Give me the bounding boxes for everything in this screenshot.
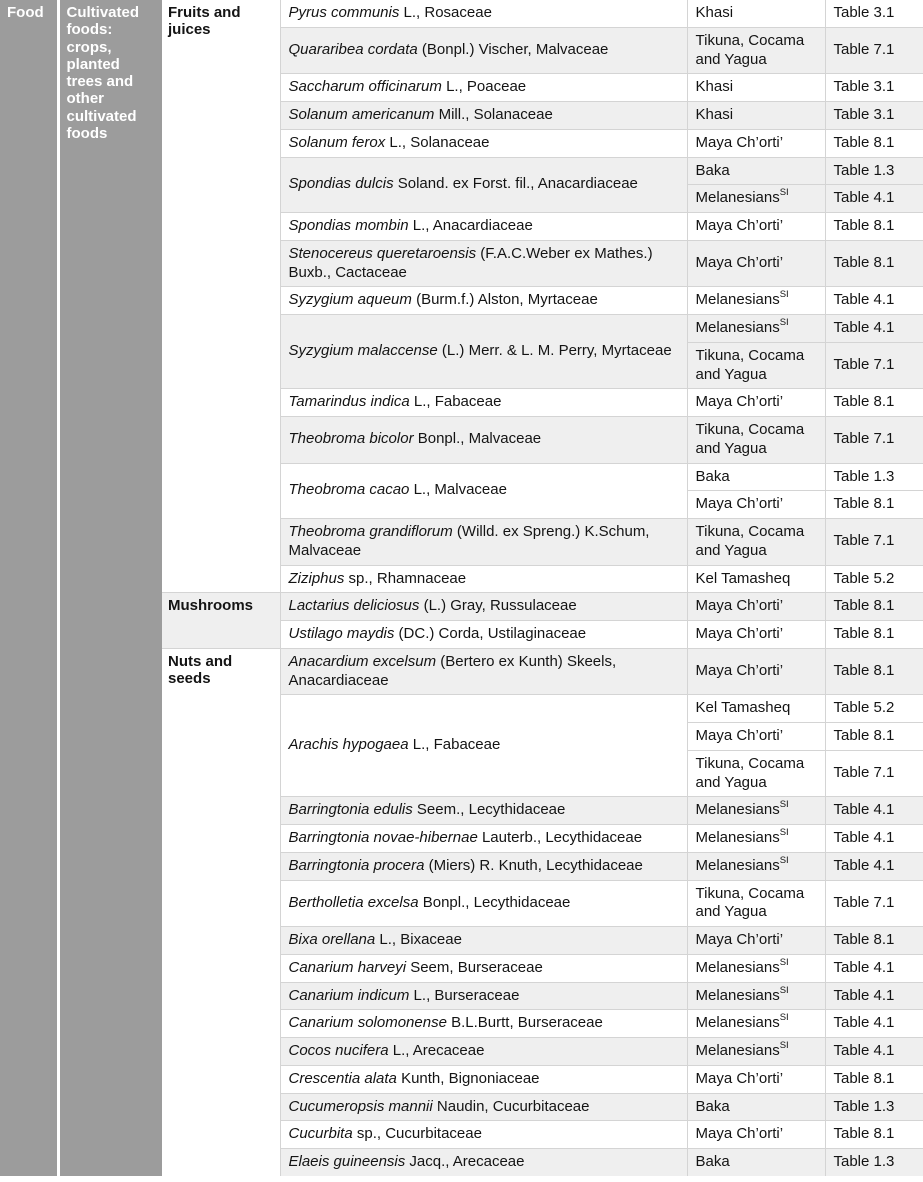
- people-cell: [687, 880, 825, 927]
- table-ref-cell: Table 4.1: [825, 852, 923, 880]
- table-ref-cell: Table 4.1: [825, 825, 923, 853]
- species-authority: Soland. ex Forst. fil., Anacardiaceae: [393, 175, 638, 193]
- species-cell: [280, 648, 687, 695]
- people-cell: [687, 491, 825, 519]
- species-latin-name: Bixa orellana: [288, 931, 376, 948]
- species-authority: L., Burseraceae: [409, 986, 520, 1004]
- species-cell: [280, 565, 687, 593]
- people-cell: [687, 519, 825, 566]
- people-cell: [687, 1121, 825, 1149]
- people-name: Melanesians: [695, 189, 780, 207]
- species-cell: [280, 852, 687, 880]
- people-name: Tikuna, Cocama and Yagua: [695, 421, 805, 457]
- people-name: Baka: [695, 467, 730, 485]
- species-cell: [280, 954, 687, 982]
- species-authority: Naudin, Cucurbitaceae: [432, 1097, 590, 1115]
- table-ref-cell: Table 8.1: [825, 723, 923, 751]
- species-latin-name: Barringtonia procera: [288, 856, 425, 874]
- table-ref-cell: Table 4.1: [825, 315, 923, 343]
- species-cell: [280, 621, 687, 649]
- table-ref-cell: Table 7.1: [825, 750, 923, 797]
- species-cell: [280, 797, 687, 825]
- species-latin-name: Barringtonia novae-hibernae: [288, 829, 478, 846]
- species-authority: Bonpl., Lecythidaceae: [418, 893, 571, 911]
- species-latin-name: Solanum americanum: [288, 106, 435, 123]
- species-cell: [280, 1065, 687, 1093]
- table-ref-cell: Table 4.1: [825, 954, 923, 982]
- category-cell: Fruits and juices: [162, 0, 280, 593]
- people-cell: [687, 287, 825, 315]
- species-authority: Seem., Lecythidaceae: [412, 801, 566, 819]
- people-cell: [687, 695, 825, 723]
- table-ref-cell: Table 8.1: [825, 1065, 923, 1093]
- people-superscript: SI: [779, 799, 789, 811]
- species-cell: [280, 1010, 687, 1038]
- table-ref-cell: Table 7.1: [825, 27, 923, 74]
- table-ref-cell: Table 8.1: [825, 621, 923, 649]
- species-latin-name: Theobroma bicolor: [288, 430, 414, 448]
- species-latin-name: Ziziphus: [288, 569, 345, 587]
- species-authority: L., Malvaceae: [409, 481, 507, 499]
- species-latin-name: Ustilago maydis: [288, 625, 395, 642]
- species-latin-name: Anacardium excelsum: [288, 652, 437, 670]
- people-name: Melanesians: [695, 856, 780, 874]
- species-cell: [280, 593, 687, 621]
- people-cell: [687, 723, 825, 751]
- table-ref-cell: Table 8.1: [825, 389, 923, 417]
- people-name: Khasi: [695, 106, 734, 123]
- people-cell: [687, 1038, 825, 1066]
- table-ref-cell: Table 1.3: [825, 157, 923, 185]
- species-authority: Lauterb., Lecythidaceae: [477, 829, 643, 846]
- species-authority: (Burm.f.) Alston, Myrtaceae: [411, 291, 598, 309]
- people-name: Maya Ch’orti’: [695, 217, 784, 234]
- table-ref-cell: Table 8.1: [825, 240, 923, 287]
- people-cell: [687, 1065, 825, 1093]
- species-authority: (DC.) Corda, Ustilaginaceae: [394, 625, 587, 642]
- species-cell: [280, 982, 687, 1010]
- species-cell: [280, 240, 687, 287]
- species-latin-name: Crescentia alata: [288, 1069, 397, 1087]
- people-name: Maya Ch’orti’: [695, 597, 784, 615]
- people-name: Melanesians: [695, 801, 780, 819]
- people-cell: [687, 852, 825, 880]
- table-ref-cell: Table 7.1: [825, 880, 923, 927]
- species-latin-name: Bertholletia excelsa: [288, 893, 419, 911]
- table-ref-cell: Table 1.3: [825, 1093, 923, 1121]
- people-name: Melanesians: [695, 1014, 780, 1032]
- species-authority: Kunth, Bignoniaceae: [396, 1069, 540, 1087]
- species-authority: L., Bixaceae: [375, 931, 462, 948]
- people-cell: [687, 797, 825, 825]
- people-cell: [687, 157, 825, 185]
- people-cell: [687, 621, 825, 649]
- people-name: Maya Ch’orti’: [695, 727, 784, 744]
- people-superscript: SI: [779, 1012, 789, 1024]
- species-latin-name: Saccharum officinarum: [288, 78, 442, 96]
- people-cell: [687, 1010, 825, 1038]
- people-name: Melanesians: [695, 958, 780, 976]
- species-authority: L., Anacardiaceae: [408, 217, 533, 234]
- species-latin-name: Theobroma grandiflorum: [288, 523, 453, 540]
- people-cell: [687, 648, 825, 695]
- species-authority: (Miers) R. Knuth, Lecythidaceae: [424, 856, 643, 874]
- table-ref-cell: Table 8.1: [825, 648, 923, 695]
- people-name: Tikuna, Cocama and Yagua: [695, 523, 805, 559]
- table-ref-cell: Table 4.1: [825, 1010, 923, 1038]
- species-cell: [280, 0, 687, 27]
- species-cell: [280, 1149, 687, 1176]
- species-latin-name: Quararibea cordata: [288, 41, 418, 59]
- species-latin-name: Elaeis guineensis: [288, 1153, 406, 1170]
- people-name: Kel Tamasheq: [695, 699, 791, 717]
- table-ref-cell: Table 7.1: [825, 342, 923, 389]
- species-cell: [280, 1093, 687, 1121]
- table-ref-cell: Table 3.1: [825, 0, 923, 27]
- people-superscript: SI: [779, 854, 789, 866]
- people-name: Kel Tamasheq: [695, 569, 791, 587]
- people-cell: [687, 417, 825, 464]
- table-ref-cell: Table 8.1: [825, 491, 923, 519]
- species-authority: L., Rosaceae: [399, 4, 492, 21]
- species-authority: (Bonpl.) Vischer, Malvaceae: [417, 41, 609, 59]
- food-header-cell: Food: [0, 0, 58, 1176]
- species-authority: Jacq., Arecaceae: [405, 1153, 525, 1170]
- people-name: Tikuna, Cocama and Yagua: [695, 884, 805, 921]
- people-cell: [687, 389, 825, 417]
- people-name: Tikuna, Cocama and Yagua: [695, 31, 805, 68]
- species-authority: Mill., Solanaceae: [434, 106, 553, 123]
- table-ref-cell: Table 8.1: [825, 927, 923, 955]
- species-authority: Bonpl., Malvaceae: [413, 430, 542, 448]
- species-latin-name: Canarium solomonense: [288, 1014, 447, 1032]
- species-authority: Seem, Burseraceae: [406, 958, 543, 976]
- species-cell: [280, 389, 687, 417]
- species-latin-name: Stenocereus queretaroensis: [288, 244, 477, 262]
- species-latin-name: Arachis hypogaea: [288, 736, 409, 754]
- people-cell: [687, 982, 825, 1010]
- species-cell: [280, 927, 687, 955]
- people-name: Melanesians: [695, 319, 780, 336]
- species-authority: (L.) Gray, Russulaceae: [419, 597, 577, 615]
- people-cell: [687, 0, 825, 27]
- species-cell: [280, 695, 687, 797]
- people-superscript: SI: [779, 289, 789, 301]
- people-name: Maya Ch’orti’: [695, 133, 784, 151]
- species-authority: L., Fabaceae: [408, 736, 501, 754]
- table-ref-cell: Table 5.2: [825, 695, 923, 723]
- species-authority: L., Fabaceae: [409, 393, 502, 411]
- people-cell: [687, 74, 825, 102]
- species-cell: [280, 213, 687, 241]
- species-latin-name: Barringtonia edulis: [288, 801, 413, 819]
- species-latin-name: Cocos nucifera: [288, 1042, 389, 1059]
- species-authority: L., Solanaceae: [385, 133, 490, 151]
- table-ref-cell: Table 4.1: [825, 287, 923, 315]
- species-latin-name: Cucurbita: [288, 1125, 353, 1143]
- people-name: Baka: [695, 1153, 730, 1170]
- people-name: Melanesians: [695, 1042, 780, 1059]
- species-latin-name: Tamarindus indica: [288, 393, 410, 411]
- table-ref-cell: Table 3.1: [825, 74, 923, 102]
- people-superscript: SI: [779, 317, 789, 328]
- species-authority: sp., Rhamnaceae: [344, 569, 467, 587]
- people-cell: [687, 129, 825, 157]
- group-header-cell: Cultivated foods: crops, planted trees and other cultivated foods: [58, 0, 162, 1176]
- people-name: Maya Ch’orti’: [695, 495, 784, 513]
- species-latin-name: Spondias mombin: [288, 217, 409, 234]
- people-superscript: SI: [779, 1040, 789, 1051]
- species-latin-name: Pyrus communis: [288, 4, 400, 21]
- table-ref-cell: Table 4.1: [825, 797, 923, 825]
- species-cell: [280, 157, 687, 213]
- species-authority: L., Poaceae: [441, 78, 527, 96]
- people-name: Melanesians: [695, 986, 780, 1004]
- species-authority: (Willd. ex Spreng.) K.Schum, Malvaceae: [288, 523, 650, 559]
- people-name: Tikuna, Cocama and Yagua: [695, 754, 805, 791]
- species-latin-name: Syzygium aqueum: [288, 291, 412, 309]
- people-cell: [687, 954, 825, 982]
- species-cell: [280, 1038, 687, 1066]
- people-name: Maya Ch’orti’: [695, 662, 784, 680]
- species-cell: [280, 27, 687, 74]
- species-latin-name: Solanum ferox: [288, 133, 386, 151]
- table-ref-cell: Table 8.1: [825, 213, 923, 241]
- people-superscript: SI: [779, 984, 789, 996]
- species-latin-name: Syzygium malaccense: [288, 342, 438, 360]
- people-superscript: SI: [779, 827, 789, 838]
- people-name: Baka: [695, 161, 730, 179]
- people-cell: [687, 342, 825, 389]
- people-name: Khasi: [695, 78, 734, 96]
- table-ref-cell: Table 8.1: [825, 129, 923, 157]
- people-name: Maya Ch’orti’: [695, 1125, 784, 1143]
- species-latin-name: Canarium indicum: [288, 986, 410, 1004]
- table-ref-cell: Table 1.3: [825, 1149, 923, 1176]
- people-cell: [687, 463, 825, 491]
- species-authority: L., Arecaceae: [388, 1042, 485, 1059]
- people-name: Melanesians: [695, 829, 780, 846]
- species-cell: [280, 825, 687, 853]
- people-cell: [687, 27, 825, 74]
- people-cell: [687, 565, 825, 593]
- people-cell: [687, 1149, 825, 1176]
- people-superscript: SI: [779, 187, 789, 199]
- table-ref-cell: Table 7.1: [825, 417, 923, 464]
- people-cell: [687, 240, 825, 287]
- people-name: Maya Ch’orti’: [695, 254, 784, 272]
- species-cell: [280, 519, 687, 566]
- people-superscript: SI: [779, 956, 789, 968]
- people-name: Tikuna, Cocama and Yagua: [695, 346, 805, 383]
- species-latin-name: Cucumeropsis mannii: [288, 1097, 433, 1115]
- table-row: [0, 0, 923, 27]
- table-ref-cell: Table 7.1: [825, 519, 923, 566]
- people-name: Maya Ch’orti’: [695, 393, 784, 411]
- people-name: Maya Ch’orti’: [695, 625, 784, 642]
- table-ref-cell: Table 4.1: [825, 185, 923, 213]
- species-authority: (Bertero ex Kunth) Skeels, Anacardiaceae: [288, 652, 617, 689]
- species-cell: [280, 129, 687, 157]
- species-cell: [280, 315, 687, 389]
- species-cell: [280, 417, 687, 464]
- species-authority: B.L.Burtt, Burseraceae: [446, 1014, 603, 1032]
- category-cell: Nuts and seeds: [162, 648, 280, 1176]
- people-name: Khasi: [695, 4, 734, 21]
- species-cell: [280, 463, 687, 519]
- species-cell: [280, 74, 687, 102]
- table-ref-cell: Table 4.1: [825, 1038, 923, 1066]
- species-cell: [280, 1121, 687, 1149]
- table-ref-cell: Table 8.1: [825, 1121, 923, 1149]
- table-ref-cell: Table 4.1: [825, 982, 923, 1010]
- species-cell: [280, 880, 687, 927]
- people-cell: [687, 750, 825, 797]
- people-cell: [687, 593, 825, 621]
- table-ref-cell: Table 1.3: [825, 463, 923, 491]
- people-name: Maya Ch’orti’: [695, 931, 784, 948]
- species-latin-name: Theobroma cacao: [288, 481, 410, 499]
- people-cell: [687, 315, 825, 343]
- species-authority: sp., Cucurbitaceae: [352, 1125, 482, 1143]
- table-ref-cell: Table 3.1: [825, 102, 923, 130]
- people-cell: [687, 825, 825, 853]
- category-cell: Mushrooms: [162, 593, 280, 649]
- people-name: Maya Ch’orti’: [695, 1069, 784, 1087]
- people-cell: [687, 1093, 825, 1121]
- species-latin-name: Lactarius deliciosus: [288, 597, 420, 615]
- species-authority: (F.A.C.Weber ex Mathes.) Buxb., Cactaceae: [288, 244, 653, 281]
- people-name: Melanesians: [695, 291, 780, 309]
- people-cell: [687, 213, 825, 241]
- table-ref-cell: Table 8.1: [825, 593, 923, 621]
- people-name: Baka: [695, 1097, 730, 1115]
- people-cell: [687, 185, 825, 213]
- species-cell: [280, 287, 687, 315]
- people-cell: [687, 102, 825, 130]
- species-cell: [280, 102, 687, 130]
- species-latin-name: Spondias dulcis: [288, 175, 394, 193]
- table-ref-cell: Table 5.2: [825, 565, 923, 593]
- species-authority: (L.) Merr. & L. M. Perry, Myrtaceae: [437, 342, 672, 360]
- species-latin-name: Canarium harveyi: [288, 958, 407, 976]
- people-cell: [687, 927, 825, 955]
